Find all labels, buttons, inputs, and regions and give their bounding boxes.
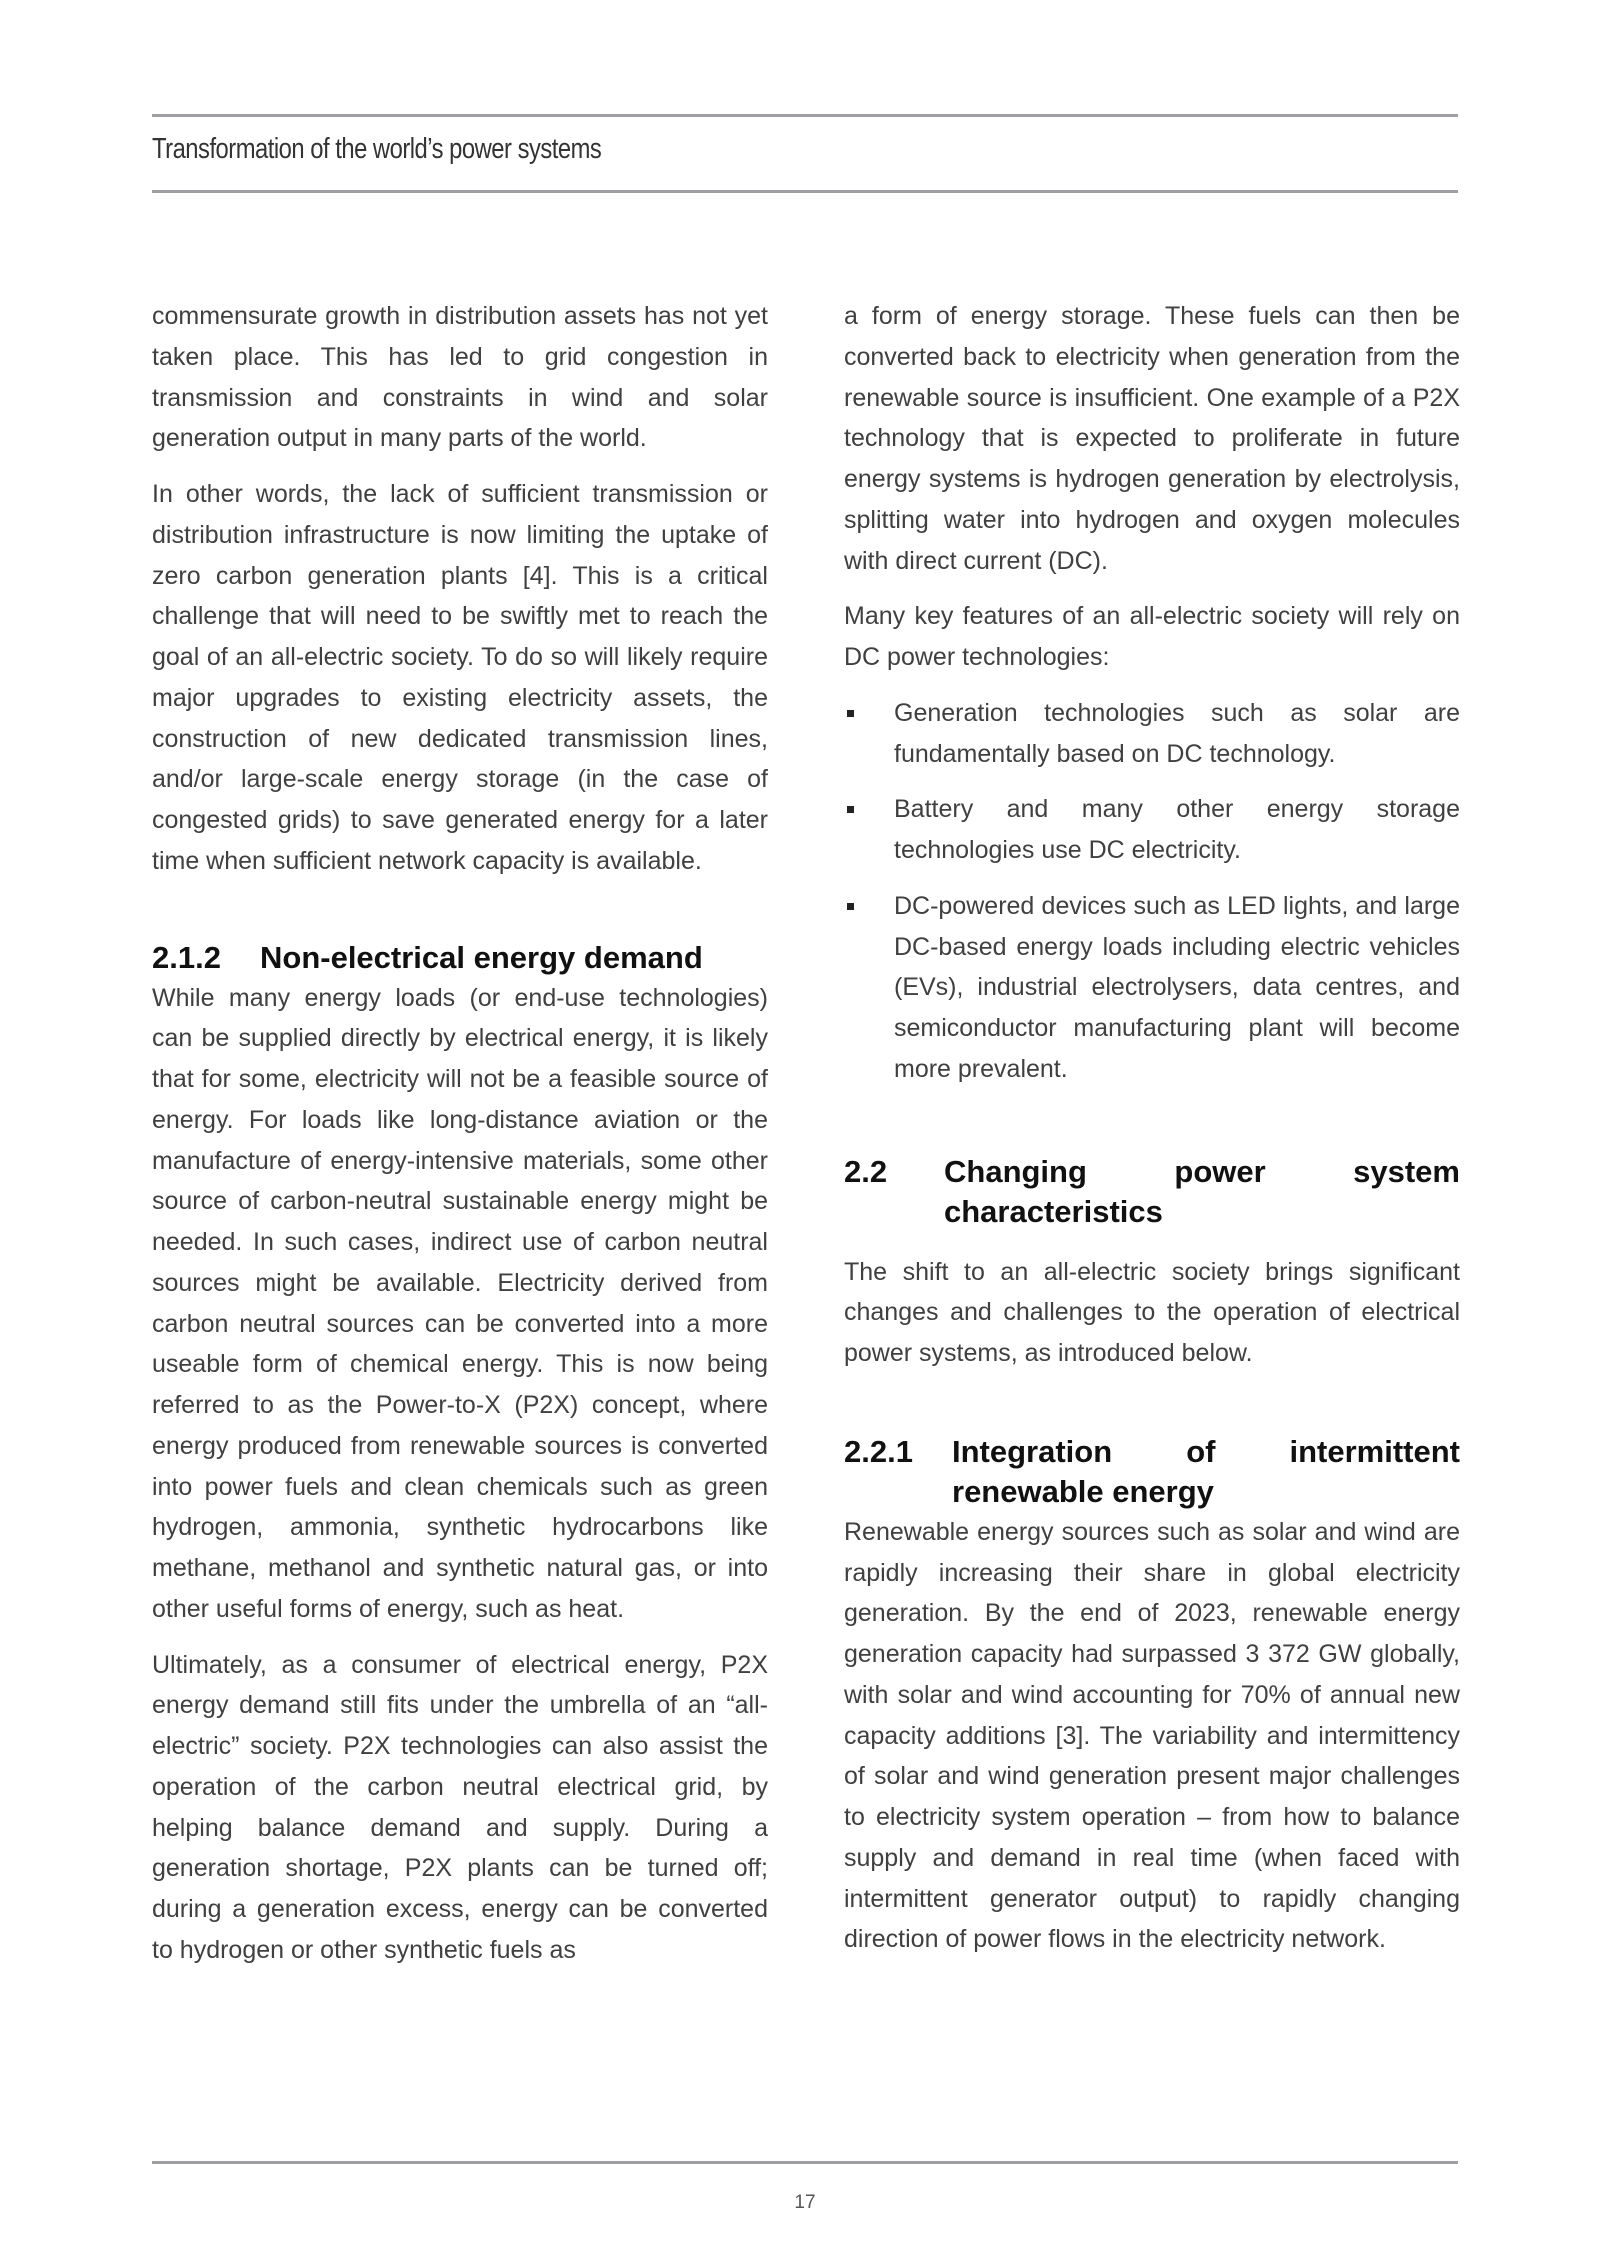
header-top-rule <box>152 114 1458 117</box>
section-number: 2.2 <box>844 1153 888 1189</box>
left-column <box>152 296 768 1986</box>
section-heading-2-1-2 <box>152 938 768 978</box>
header-bottom-rule <box>152 190 1458 193</box>
list-item <box>844 693 1460 775</box>
square-bullet-icon <box>847 710 854 717</box>
section-title: Integration of intermittent renewable energy <box>952 1433 1460 1509</box>
square-bullet-icon <box>847 806 854 813</box>
paragraph: In other words, the lack of sufficient transmission or distribution infrastructure is now limiting the uptake of zero carbon generation plants [4]. This is a critical challenge that will need to be swiftly met to reach the goal of an all-electric society. To do so will likely require major upgrades to existing electricity assets, the construction of new dedicated transmission lines, and/or large-scale energy storage (in the case of congested grids) to save generated energy for a later time when sufficient network capacity is available. <box>152 480 768 875</box>
paragraph: commensurate growth in distribution assets has not yet taken place. This has led to grid congestion in transmission and constraints in wind and solar generation output in many parts of the world. <box>152 302 768 453</box>
paragraph: Many key features of an all-electric society will rely on DC power technologies: <box>844 602 1460 671</box>
section-title: Changing power system characteristics <box>944 1153 1460 1229</box>
list-item-text: DC-powered devices such as LED lights, and large DC-based energy loads including electric vehicles (EVs), industrial electrolysers, data centres, and semiconductor manufacturing plant will become more prevalent. <box>894 891 1460 1083</box>
running-header-title: Transformation of the world’s power systems <box>152 133 602 165</box>
list-item <box>844 886 1460 1090</box>
footer-rule <box>152 2161 1458 2164</box>
paragraph: The shift to an all-electric society brings significant changes and challenges to the operation of electrical power systems, as introduced below. <box>844 1257 1460 1367</box>
paragraph: Renewable energy sources such as solar and wind are rapidly increasing their share in global electricity generation. By the end of 2023, renewable energy generation capacity had surpassed 3 372 GW globally, with solar and wind accounting for 70% of annual new capacity additions [3]. The variability and intermittency of solar and wind generation present major challenges to electricity system operation – from how to balance supply and demand in real time (when faced with intermittent generator output) to rapidly changing direction of power flows in the electricity network. <box>844 1517 1460 1954</box>
list-item-text: Battery and many other energy storage technologies use DC electricity. <box>894 795 1460 864</box>
section-heading-2-2 <box>844 1152 1460 1232</box>
paragraph: a form of energy storage. These fuels can then be converted back to electricity when generation from the renewable source is insufficient. One example of a P2X technology that is expected to proliferate in future energy systems is hydrogen generation by electrolysis, splitting water into hydrogen and oxygen molecules with direct current (DC). <box>844 302 1460 575</box>
list-item <box>844 789 1460 871</box>
paragraph: While many energy loads (or end-use technologies) can be supplied directly by electrical energy, it is likely that for some, electricity will not be a feasible source of energy. For loads like long-distance aviation or the manufacture of energy-intensive materials, some other source of carbon-neutral sustainable energy might be needed. In such cases, indirect use of carbon neutral sources might be available. Electricity derived from carbon neutral sources can be converted into a more useable form of chemical energy. This is now being referred to as the Power-to-X (P2X) concept, where energy produced from renewable sources is converted into power fuels and clean chemicals such as green hydrogen, ammonia, synthetic hydrocarbons like methane, methanol and synthetic natural gas, or into other useful forms of energy, such as heat. <box>152 983 768 1623</box>
section-number: 2.1.2 <box>152 939 221 975</box>
paragraph: Ultimately, as a consumer of electrical energy, P2X energy demand still fits under the umbrella of an “all-electric” society. P2X technologies can also assist the operation of the carbon neutral electrical grid, by helping balance demand and supply. During a generation shortage, P2X plants can be turned off; during a generation excess, energy can be converted to hydrogen or other synthetic fuels as <box>152 1650 768 1964</box>
list-item-text: Generation technologies such as solar are fundamentally based on DC technology. <box>894 698 1460 768</box>
section-number: 2.2.1 <box>844 1433 913 1469</box>
section-heading-2-2-1 <box>844 1432 1460 1512</box>
page-number: 17 <box>794 2192 816 2213</box>
bullet-list <box>844 693 1460 1090</box>
right-column <box>844 296 1460 1975</box>
section-title: Non-electrical energy demand <box>260 939 703 975</box>
square-bullet-icon <box>847 903 854 910</box>
